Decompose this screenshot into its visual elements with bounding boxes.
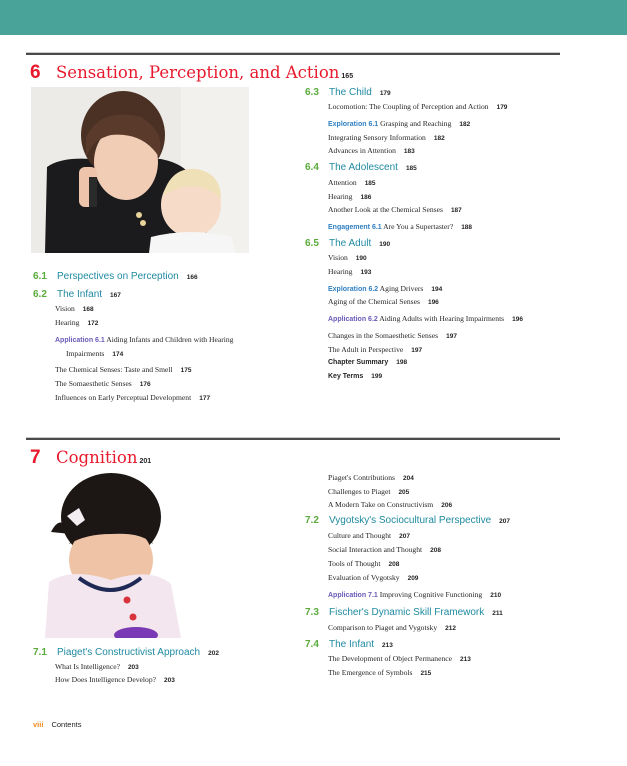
toc-entry-what-is-intelligence[interactable] — [55, 661, 139, 673]
entry-title: Social Interaction and Thought — [328, 545, 423, 554]
section-title: The Infant — [57, 289, 103, 300]
entry-title: Vision — [55, 304, 75, 313]
entry-title: Hearing — [55, 318, 80, 327]
entry-title: Evaluation of Vygotsky — [328, 573, 400, 582]
section-number: 7.2 — [305, 515, 319, 526]
entry-title: How Does Intelligence Develop? — [55, 675, 157, 684]
toc-entry-chemical-senses-again[interactable] — [328, 204, 462, 216]
page-number: 213 — [459, 656, 471, 663]
page-number: 182 — [459, 121, 471, 128]
entry-title: Challenges to Piaget — [328, 487, 391, 496]
section-title: Perspectives on Perception — [57, 271, 179, 282]
entry-title: Culture and Thought — [328, 531, 392, 540]
toc-entry-adult-in-perspective[interactable] — [328, 344, 422, 356]
entry-title: Aiding Adults with Hearing Impairments — [379, 314, 505, 323]
page-number: 190 — [355, 255, 367, 262]
page-number: 202 — [208, 650, 219, 657]
page-number: 215 — [420, 670, 432, 677]
page-number: 213 — [382, 642, 393, 649]
page-number: 198 — [396, 359, 408, 366]
toc-entry-6-1[interactable] — [33, 271, 198, 283]
toc-entry-modern-constructivism[interactable] — [328, 499, 452, 511]
feature-label: Application 7.1 — [328, 592, 378, 599]
section-number: 7.1 — [33, 647, 47, 658]
entry-title: What Is Intelligence? — [55, 662, 120, 671]
page-number: 183 — [403, 148, 415, 155]
page-number: 174 — [112, 351, 124, 358]
toc-entry-6-5[interactable] — [305, 238, 390, 250]
section-title: The Adult — [329, 238, 372, 249]
toc-entry-7-4[interactable] — [305, 639, 393, 651]
section-title: The Adolescent — [329, 162, 398, 173]
toc-entry-exploration-6-2[interactable] — [328, 283, 442, 295]
page-number: 167 — [110, 292, 121, 299]
entry-title: Chapter Summary — [328, 359, 389, 366]
folio-page-number: viii — [33, 720, 44, 729]
page-footer — [33, 720, 81, 729]
page-number: 205 — [398, 489, 410, 496]
photo-toddler-with-purple-cup — [31, 472, 226, 638]
entry-title: Piaget's Contributions — [328, 473, 395, 482]
chapter-title: Sensation, Perception, and Action — [56, 63, 340, 82]
toc-entry-7-1[interactable] — [33, 647, 219, 659]
entry-title: Aging of the Chemical Senses — [328, 297, 420, 306]
toc-entry-early-perceptual-development[interactable] — [55, 392, 210, 404]
entry-title: Integrating Sensory Information — [328, 133, 426, 142]
chapter-page: 201 — [139, 458, 152, 465]
toc-entry-how-intelligence-develops[interactable] — [55, 674, 175, 686]
page-number: 193 — [360, 269, 372, 276]
entry-title: Are You a Supertaster? — [383, 222, 454, 231]
page-number: 175 — [180, 367, 192, 374]
toc-entry-social-interaction[interactable] — [328, 544, 441, 556]
toc-entry-somaesthetic-senses[interactable] — [55, 378, 151, 390]
toc-entry-key-terms[interactable] — [328, 371, 382, 382]
toc-entry-chapter-summary[interactable] — [328, 357, 407, 368]
entry-title: Attention — [328, 178, 357, 187]
page-number: 209 — [407, 575, 419, 582]
toc-entry-application-7-1[interactable] — [328, 589, 501, 601]
page-number: 186 — [360, 194, 372, 201]
page-number: 197 — [446, 333, 457, 340]
entry-title: Another Look at the Chemical Senses — [328, 205, 443, 214]
page-number: 187 — [450, 207, 462, 214]
toc-entry-advances-in-attention[interactable] — [328, 145, 415, 157]
feature-label: Exploration 6.2 — [328, 286, 379, 293]
page-number: 204 — [402, 475, 414, 482]
page-number: 194 — [431, 286, 443, 293]
feature-label: Application 6.2 — [328, 316, 378, 323]
entry-title: Advances in Attention — [328, 146, 396, 155]
page-number: 166 — [186, 274, 198, 281]
toc-entry-integrating-sensory-information[interactable] — [328, 132, 445, 144]
page-number: 185 — [405, 165, 417, 172]
page-number: 203 — [127, 664, 139, 671]
toc-entry-engagement-6-1[interactable] — [328, 221, 472, 233]
page-number: 199 — [371, 373, 383, 380]
chapter-6-heading[interactable] — [30, 62, 353, 84]
toc-entry-6-4[interactable] — [305, 162, 417, 174]
entry-title: Grasping and Reaching — [380, 119, 452, 128]
page-number: 208 — [430, 547, 441, 554]
running-head: Contents — [51, 720, 82, 729]
feature-label: Exploration 6.1 — [328, 121, 379, 128]
section-title: The Child — [329, 87, 372, 98]
page-number: 182 — [433, 135, 445, 142]
page-number: 172 — [87, 320, 99, 327]
chapter-6-rule — [26, 52, 560, 55]
toc-entry-object-permanence[interactable] — [328, 653, 471, 665]
page-number: 168 — [82, 306, 94, 313]
page-number: 212 — [445, 625, 456, 632]
section-title: Piaget's Constructivist Approach — [57, 647, 201, 658]
feature-label: Application 6.1 — [55, 337, 105, 344]
toc-entry-6-3[interactable] — [305, 87, 391, 99]
photo-mother-on-phone-holding-baby — [31, 87, 249, 253]
section-number: 6.3 — [305, 87, 319, 98]
chapter-7-heading[interactable] — [30, 447, 151, 469]
entry-title: Aging Drivers — [379, 284, 424, 293]
entry-title: The Emergence of Symbols — [328, 668, 413, 677]
section-number: 6.2 — [33, 289, 47, 300]
section-title: Fischer's Dynamic Skill Framework — [329, 607, 485, 618]
entry-title: Changes in the Somaesthetic Senses — [328, 331, 439, 340]
section-number: 6.1 — [33, 271, 47, 282]
chapter-number: 7 — [30, 447, 41, 468]
page-number: 196 — [427, 299, 439, 306]
toc-entry-exploration-6-1[interactable] — [328, 118, 470, 130]
toc-entry-7-3[interactable] — [305, 607, 503, 619]
entry-title: Key Terms — [328, 373, 364, 380]
section-title: The Infant — [329, 639, 375, 650]
toc-entry-hearing[interactable] — [55, 317, 98, 329]
page-number: 211 — [492, 610, 503, 617]
page-number: 179 — [379, 90, 391, 97]
section-number: 6.4 — [305, 162, 319, 173]
toc-entry-piagets-contributions[interactable] — [328, 472, 414, 484]
toc-entry-vision-adult[interactable] — [328, 252, 367, 264]
page-number: 206 — [441, 502, 453, 509]
section-number: 7.3 — [305, 607, 319, 618]
page-number: 179 — [496, 104, 508, 111]
toc-entry-application-6-1[interactable] — [55, 334, 233, 346]
entry-title: Aiding Infants and Children with Hearing — [106, 335, 234, 344]
entry-title: Hearing — [328, 267, 353, 276]
toc-entry-evaluation-of-vygotsky[interactable] — [328, 572, 418, 584]
toc-entry-somaesthetic-changes[interactable] — [328, 330, 457, 342]
page-number: 197 — [411, 347, 423, 354]
toc-entry-vision[interactable] — [55, 303, 94, 315]
page-number: 190 — [379, 241, 391, 248]
entry-title: Influences on Early Perceptual Development — [55, 393, 192, 402]
page-number: 188 — [461, 224, 473, 231]
page-number: 176 — [139, 381, 151, 388]
chapter-page: 165 — [341, 73, 354, 80]
page-number: 196 — [512, 316, 523, 323]
toc-entry-comparison-piaget-vygotsky[interactable] — [328, 622, 456, 634]
entry-title: A Modern Take on Constructivism — [328, 500, 434, 509]
page-number: 208 — [388, 561, 400, 568]
page-number: 203 — [164, 677, 175, 684]
page-number: 177 — [199, 395, 211, 402]
chapter-number: 6 — [30, 62, 41, 83]
entry-title: The Somaesthetic Senses — [55, 379, 132, 388]
page-number: 207 — [499, 518, 511, 525]
page-number: 185 — [364, 180, 376, 187]
toc-entry-application-6-1-cont[interactable] — [66, 348, 123, 360]
header-color-bar — [0, 0, 627, 35]
entry-title: Comparison to Piaget and Vygotsky — [328, 623, 438, 632]
entry-title: The Development of Object Permanence — [328, 654, 452, 663]
section-title: Vygotsky's Sociocultural Perspective — [329, 515, 492, 526]
toc-entry-aging-chemical-senses[interactable] — [328, 296, 439, 308]
toc-entry-chemical-senses[interactable] — [55, 364, 192, 376]
page-number: 207 — [399, 533, 410, 540]
toc-entry-tools-of-thought[interactable] — [328, 558, 399, 570]
toc-entry-locomotion[interactable] — [328, 101, 507, 113]
entry-title: Hearing — [328, 192, 353, 201]
toc-entry-application-6-2[interactable] — [328, 313, 523, 325]
section-number: 6.5 — [305, 238, 319, 249]
toc-entry-attention[interactable] — [328, 177, 376, 189]
toc-entry-culture-and-thought[interactable] — [328, 530, 410, 542]
entry-title: Tools of Thought — [328, 559, 381, 568]
entry-title: The Chemical Senses: Taste and Smell — [55, 365, 173, 374]
chapter-title: Cognition — [56, 448, 138, 467]
toc-entry-hearing-adolescent[interactable] — [328, 191, 371, 203]
feature-label: Engagement 6.1 — [328, 224, 382, 231]
toc-entry-7-2[interactable] — [305, 515, 510, 527]
entry-title: The Adult in Perspective — [328, 345, 404, 354]
toc-entry-emergence-of-symbols[interactable] — [328, 667, 431, 679]
entry-title: Improving Cognitive Functioning — [379, 590, 483, 599]
section-number: 7.4 — [305, 639, 319, 650]
entry-title: Vision — [328, 253, 348, 262]
entry-title-continued: Impairments — [66, 349, 105, 358]
entry-title: Locomotion: The Coupling of Perception and Action — [328, 102, 489, 111]
page-number: 210 — [490, 592, 502, 599]
toc-entry-hearing-adult[interactable] — [328, 266, 371, 278]
toc-entry-challenges-to-piaget[interactable] — [328, 486, 409, 498]
toc-entry-6-2[interactable] — [33, 289, 121, 301]
chapter-7-rule — [26, 437, 560, 440]
